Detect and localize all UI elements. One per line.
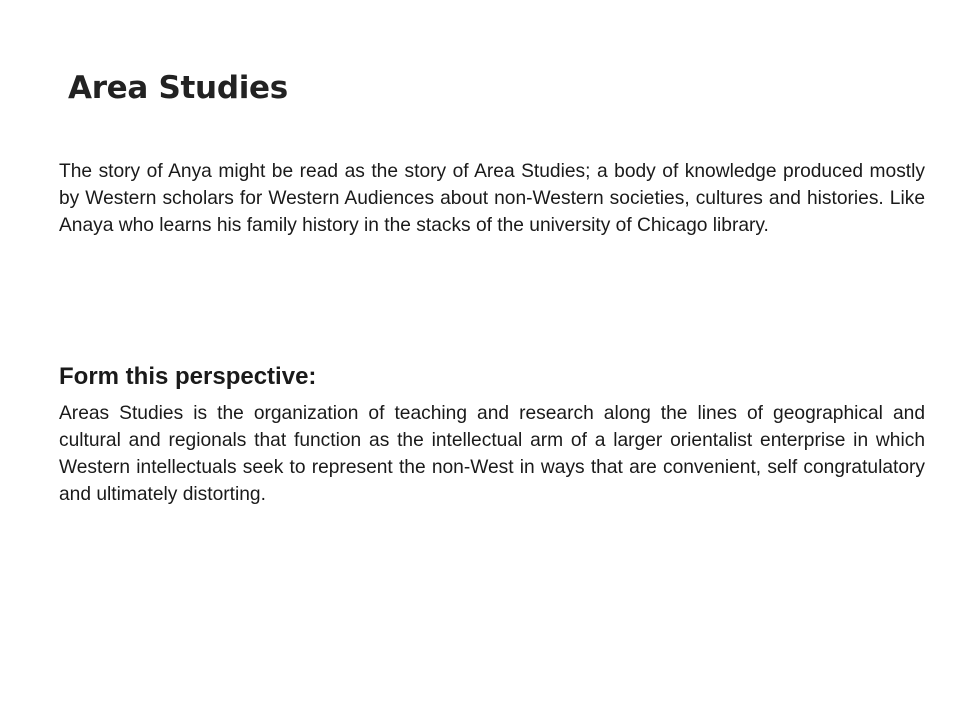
slide-title: Area Studies xyxy=(68,70,288,106)
perspective-heading: Form this perspective: xyxy=(59,363,317,390)
perspective-paragraph: Areas Studies is the organization of teaching and research along the lines of geographical and cultural and regionals that function as the intellectual arm of a larger orientalist enterprise in which Western intellectuals seek to represent the non-West in ways that are convenient, self congratulatory and ultimately distorting. xyxy=(59,403,925,505)
intro-paragraph: The story of Anya might be read as the story of Area Studies; a body of knowledge produced mostly by Western scholars for Western Audiences about non-Western societies, cultures and histories. Like Anaya who learns his family history in the stacks of the university of Chicago library. xyxy=(59,161,925,236)
